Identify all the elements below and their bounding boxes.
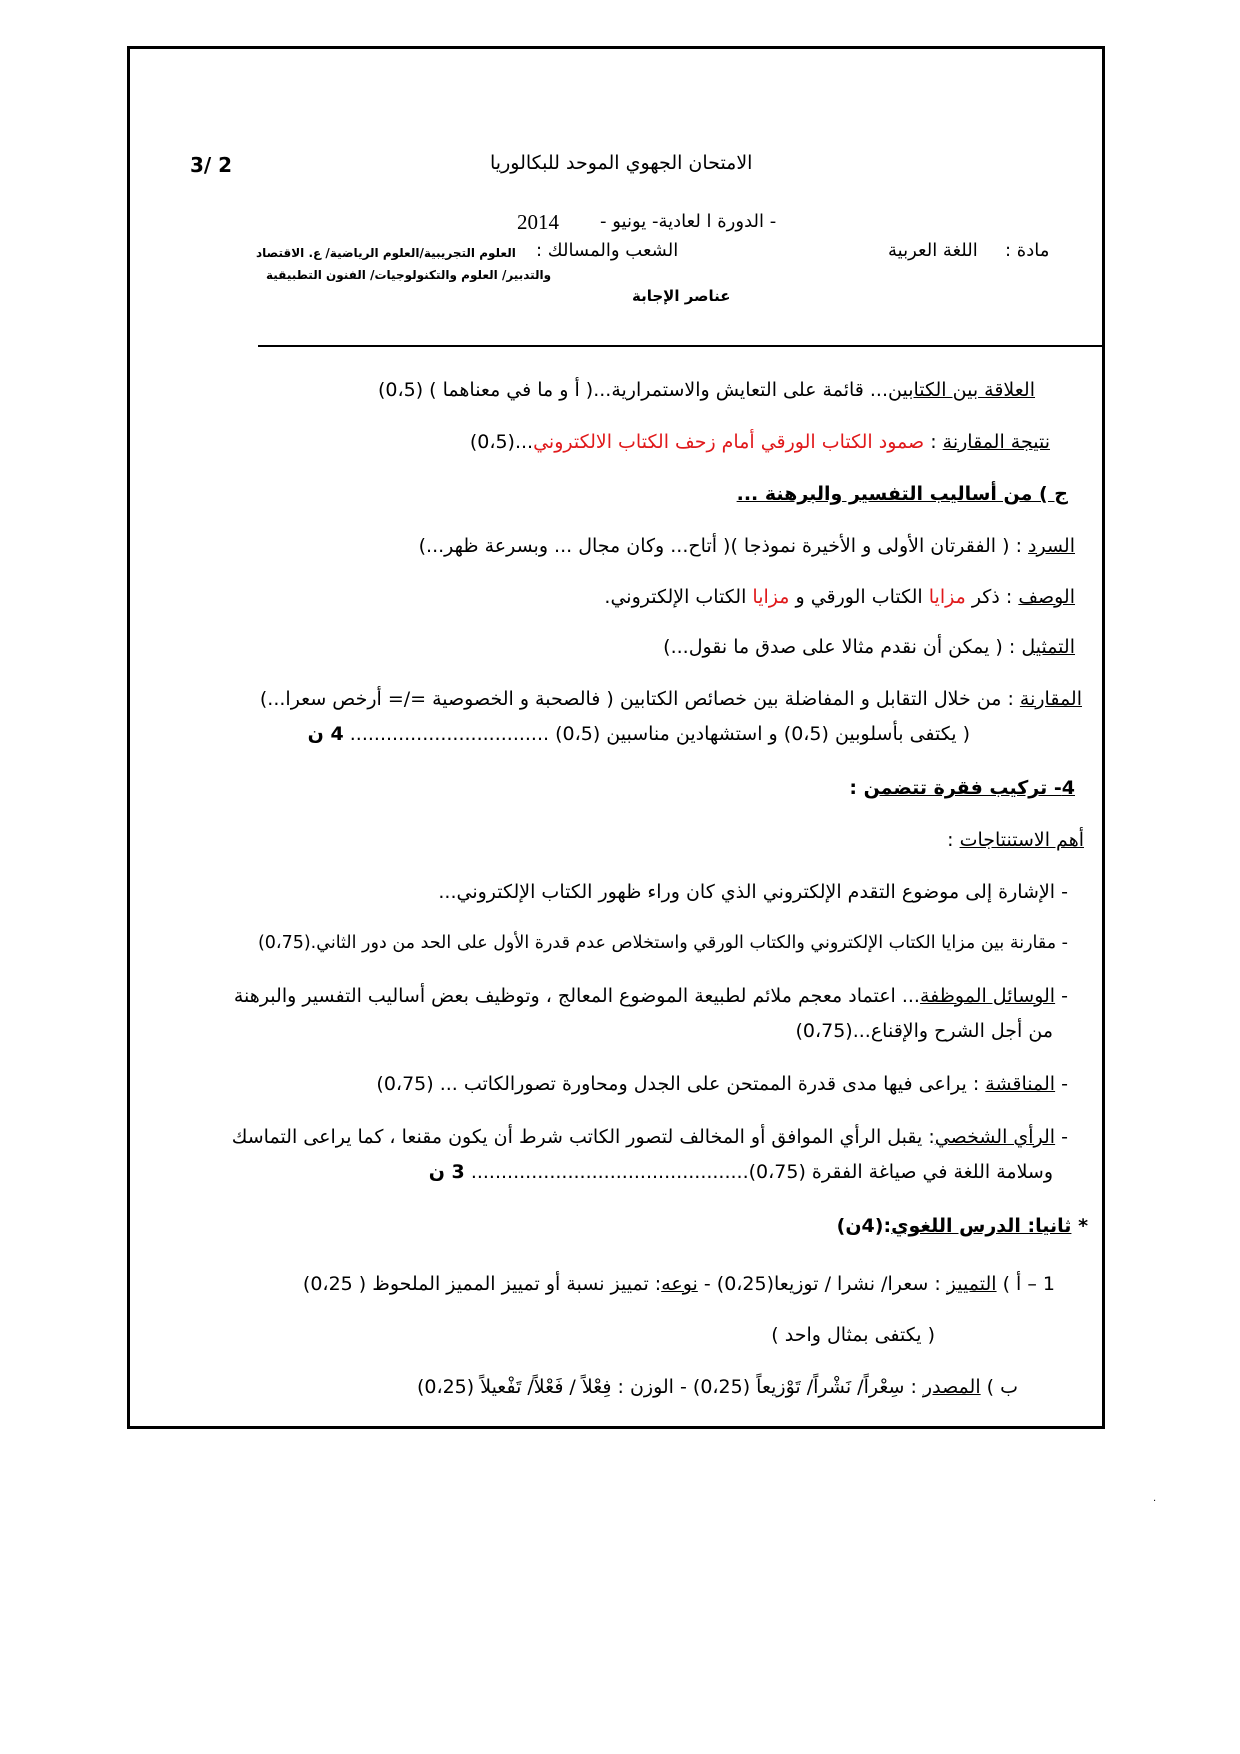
session: - الدورة ا لعادية- يونيو -: [600, 211, 777, 232]
part2-score: :(4ن): [836, 1215, 892, 1237]
footer-mark: .: [1153, 1493, 1157, 1504]
bullet-4-dash: -: [1061, 1073, 1068, 1095]
header-divider: [258, 345, 1105, 347]
example-text: : ( يمكن أن نقدم مثالا على صدق ما نقول...): [663, 636, 1016, 658]
conclusions-label: أهم الاستنتاجات: [959, 829, 1084, 851]
part2-label: ثانيا: الدرس اللغوي: [891, 1215, 1072, 1237]
bullet-5-cont: وسلامة اللغة في صياغة الفقرة (0،75)..............................................: [470, 1161, 1053, 1183]
bullet-4-line: [376, 1071, 1068, 1097]
bullet-5-text: : يقبل الرأي الموافق أو المخالف لتصور الكاتب شرط أن يكون مقنعا ، كما يراعى التماسك: [231, 1126, 935, 1148]
result-highlight: صمود الكتاب الورقي أمام زحف الكتاب الالكتروني: [533, 431, 925, 453]
bullet-5-cont-line: [429, 1159, 1053, 1185]
description-line: [604, 584, 1075, 610]
relation-label: العلاقة بين الكتابين: [888, 379, 1035, 401]
bullet-5-score: 3 ن: [428, 1161, 465, 1183]
bullet-5-label: الرأي الشخصي: [934, 1126, 1056, 1148]
bullet-3-text: ... اعتماد معجم ملائم لطبيعة الموضوع المعالج ، وتوظيف بعض أساليب التفسير والبرهنة: [233, 985, 920, 1007]
comparison-label: المقارنة: [1019, 688, 1082, 710]
part2-star: *: [1078, 1215, 1088, 1237]
bullet-2: - مقارنة بين مزايا الكتاب الإلكتروني والكتاب الورقي واستخلاص عدم قدرة الأول على الحد من دور الثاني.(0،75): [257, 933, 1068, 953]
q4-heading-line: [849, 775, 1075, 801]
comparison-text: : من خلال التقابل و المفاضلة بين خصائص الكتابين ( فالصحبة و الخصوصية =/= أرخص سعرا...): [259, 688, 1014, 710]
bullet-4-text: : يراعى فيها مدى قدرة الممتحن على الجدل ومحاورة تصورالكاتب ... (0،75): [376, 1073, 980, 1095]
conclusions-colon: :: [947, 829, 954, 851]
description-label: الوصف: [1018, 586, 1075, 608]
bullet-3-cont: من أجل الشرح والإقناع...(0،75): [795, 1020, 1053, 1042]
conclusions-line: [947, 827, 1084, 853]
page-number: 3/ 2: [190, 153, 233, 177]
bullet-3-dash: -: [1061, 985, 1068, 1007]
narration-line: [419, 533, 1075, 559]
description-red2: مزايا: [752, 586, 790, 608]
q1-label: التمييز: [946, 1273, 997, 1295]
bullet-5-dash: -: [1061, 1126, 1068, 1148]
relation-text: ... قائمة على التعايش والاستمرارية...( أ و ما في معناهما ) (0،5): [377, 379, 889, 401]
bullet-4-label: المناقشة: [985, 1073, 1056, 1095]
exam-title: الامتحان الجهوي الموحد للبكالوريا: [490, 152, 753, 174]
subject-label: مادة :: [1005, 240, 1050, 261]
example-label: التمثيل: [1021, 636, 1075, 658]
description-p3: الكتاب الإلكتروني.: [604, 586, 747, 608]
description-p1: : ذكر: [971, 586, 1013, 608]
comparison-note: ( يكتفى بأسلوبين (0،5) و استشهادين مناسبين (0،5) .................................: [349, 723, 970, 745]
result-line: [470, 429, 1050, 455]
year: 2014: [517, 210, 559, 234]
narration-label: السرد: [1028, 535, 1075, 557]
comparison-note-line: [308, 721, 970, 747]
subject: اللغة العربية: [888, 240, 978, 261]
streams-line2: والتدبير/ العلوم والتكنولوجيات/ الفنون التطبيقية: [266, 268, 552, 282]
bullet-5-line: [232, 1124, 1068, 1150]
comparison-line: [260, 686, 1082, 712]
result-score: ...(0،5): [469, 431, 534, 453]
part2-heading: [837, 1213, 1088, 1239]
q1-type-text: : تمييز نسبة أو تمييز المميز الملحوظ ( 0،25): [302, 1273, 662, 1295]
description-p2: الكتاب الورقي و: [795, 586, 923, 608]
qb-prefix: ب ): [986, 1376, 1018, 1398]
qb-text: : سِعْراً/ نَشْراً/ تَوْزيعاً (0،25) - الوزن : فِعْلاً / فَعْلاً/ تَفْعيلاً (0،25): [416, 1376, 917, 1398]
answer-elements-title: عناصر الإجابة: [632, 287, 731, 305]
q4-colon: :: [849, 777, 857, 799]
comparison-score: 4 ن: [307, 723, 344, 745]
q1-note: ( يكتفى بمثال واحد ): [771, 1324, 935, 1346]
q1-prefix: 1 – أ ): [1002, 1273, 1055, 1295]
result-sep: :: [930, 431, 937, 453]
q1-type-label: نوعه: [661, 1273, 698, 1295]
result-label: نتيجة المقارنة: [942, 431, 1050, 453]
c-heading: ج ) من أساليب التفسير والبرهنة ...: [736, 483, 1068, 505]
bullet-3-line: [234, 983, 1068, 1009]
narration-text: : ( الفقرتان الأولى و الأخيرة نموذجا )( أتاح... وكان مجال ... وبسرعة ظهر...): [418, 535, 1022, 557]
relation-line: [378, 377, 1035, 403]
q1-line: [303, 1271, 1055, 1297]
qb-label: المصدر: [922, 1376, 981, 1398]
streams-label: الشعب والمسالك :: [536, 240, 679, 261]
bullet-1: - الإشارة إلى موضوع التقدم الإلكتروني الذي كان وراء ظهور الكتاب الإلكتروني...: [438, 881, 1068, 903]
bullet-3-label: الوسائل الموظفة: [919, 985, 1056, 1007]
streams-line1: العلوم التجريبية/العلوم الرياضية/ ع. الاقتصاد: [256, 246, 516, 260]
q1-text: : سعرا/ نشرا / توزيعا(0،25) -: [703, 1273, 941, 1295]
example-line: [663, 634, 1075, 660]
qb-line: [417, 1374, 1018, 1400]
description-red1: مزايا: [928, 586, 966, 608]
q4-heading: 4- تركيب فقرة تتضمن: [863, 777, 1075, 799]
